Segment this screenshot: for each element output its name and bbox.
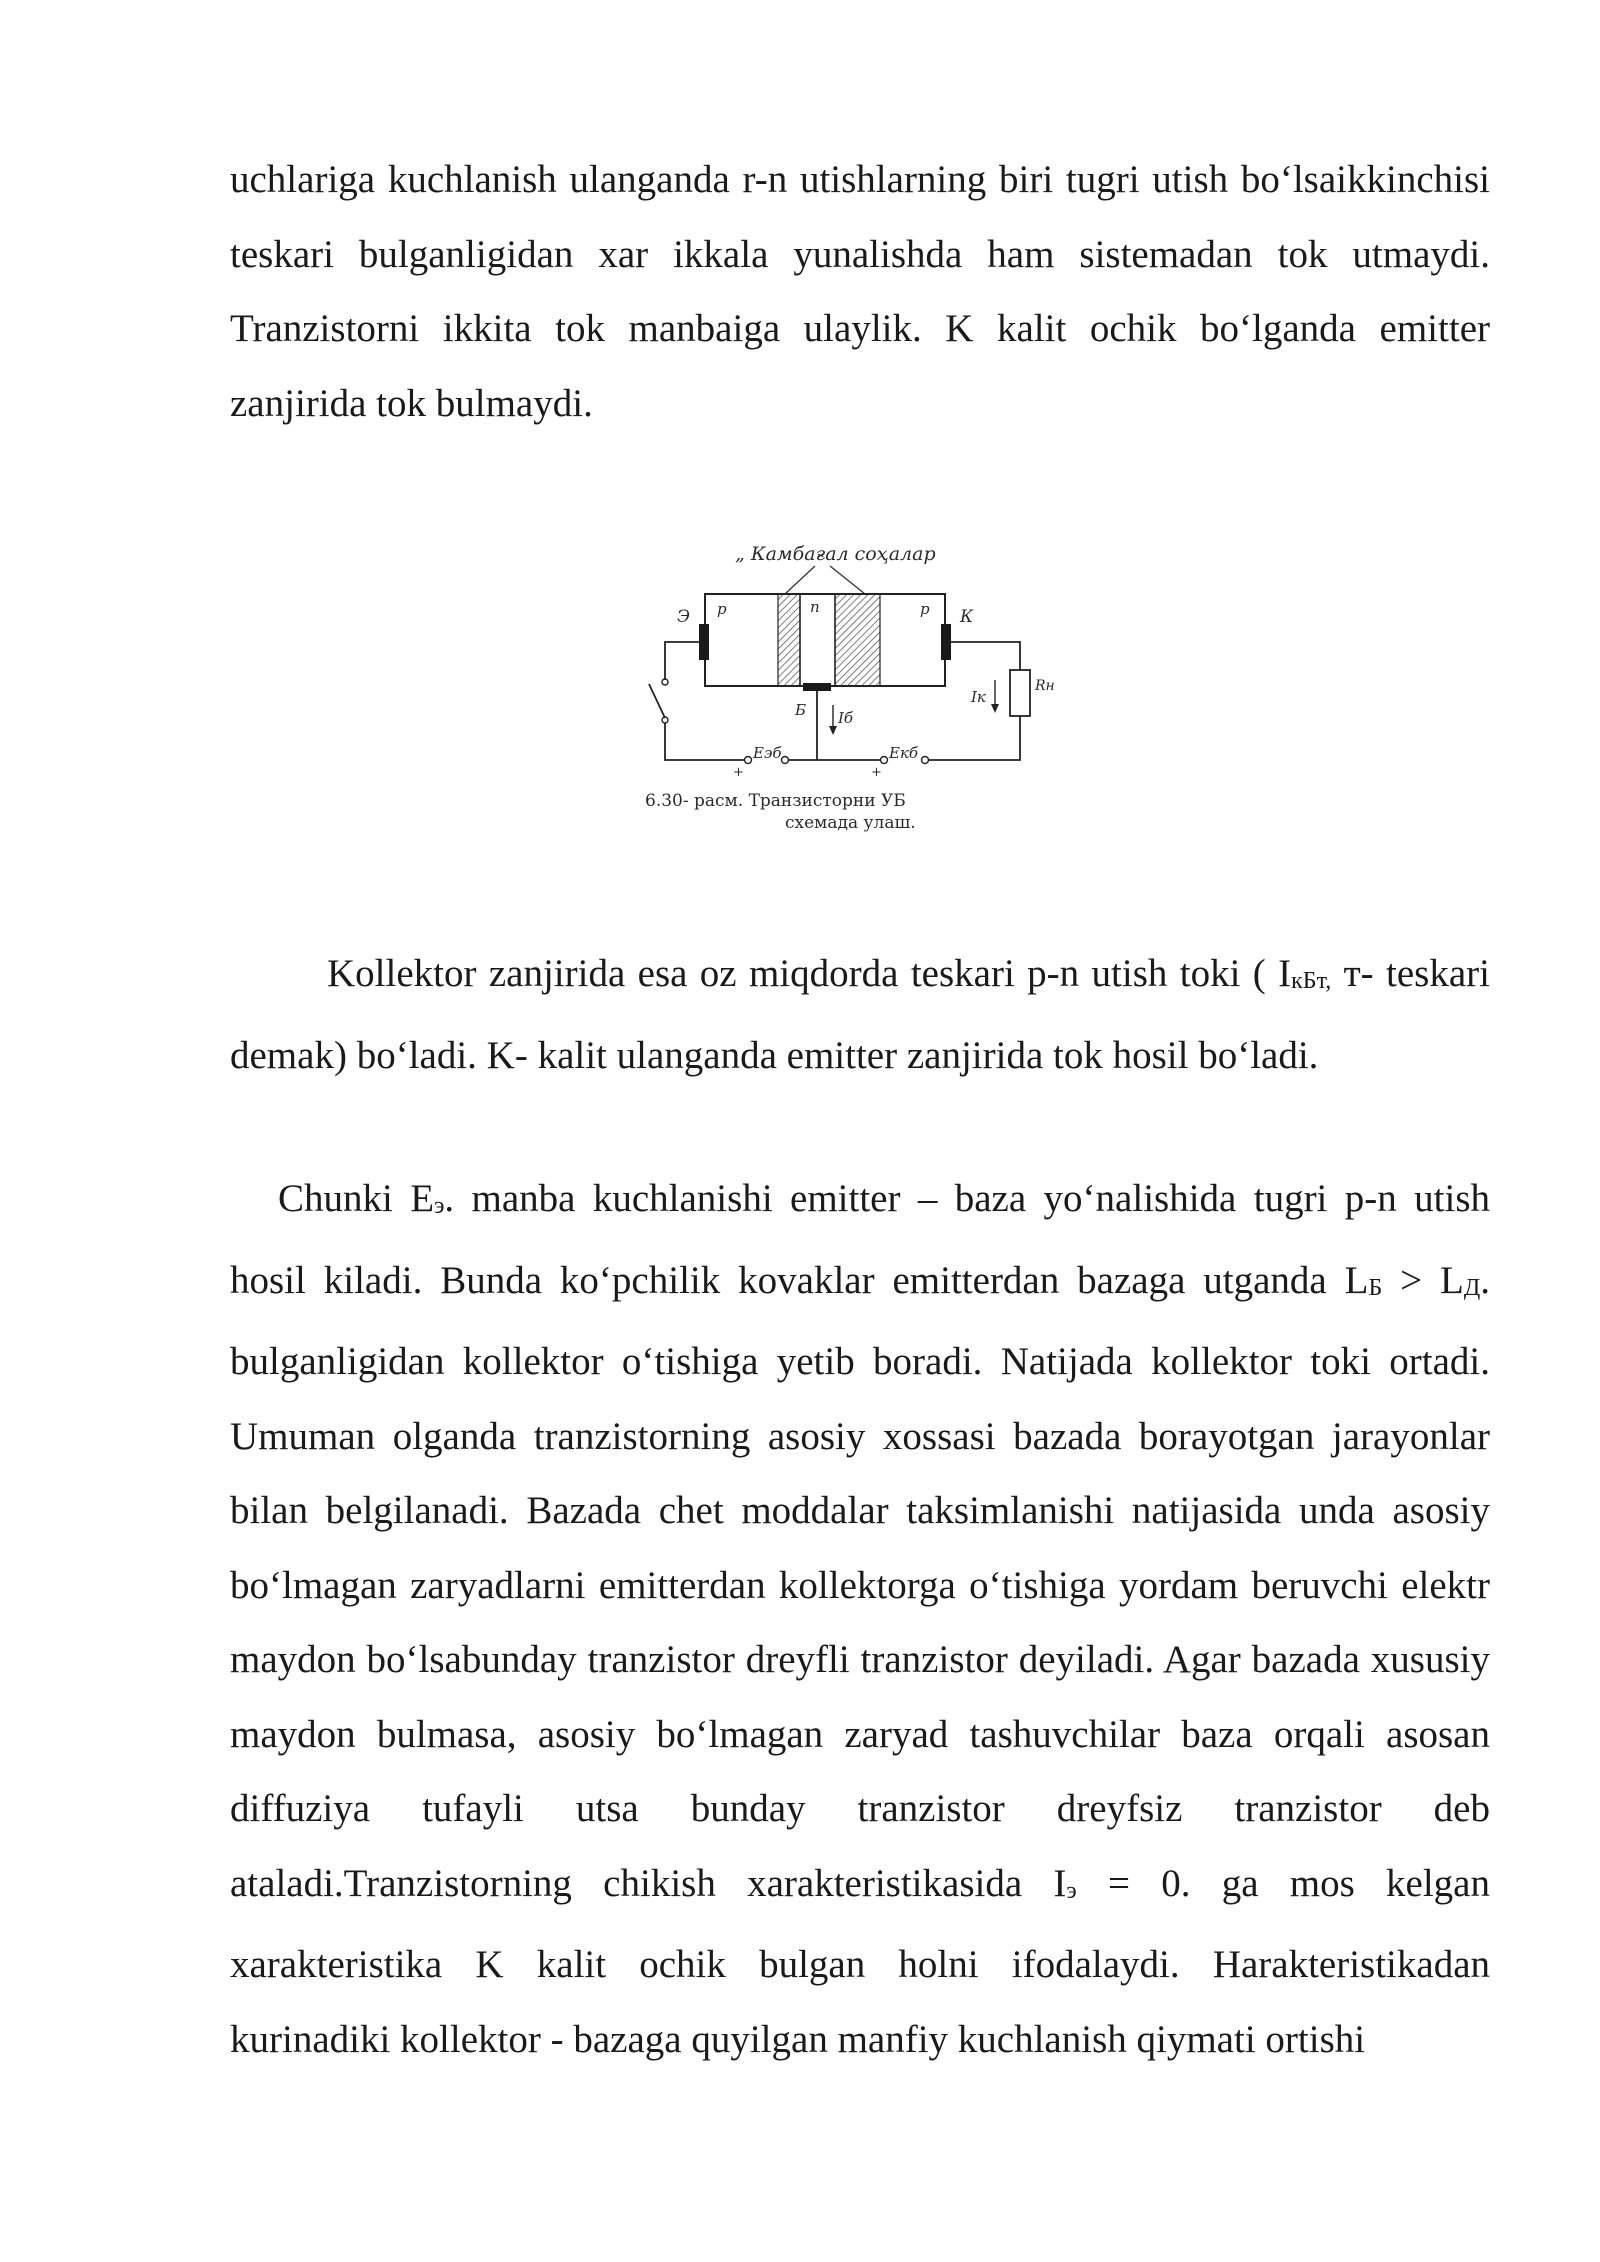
- emitter-wire-top: [665, 642, 699, 680]
- depletion-regions-label: „ Камбағал соҳалар: [735, 543, 936, 565]
- emitter-contact: [699, 624, 709, 660]
- emitter-wire-bottom: [665, 723, 745, 760]
- p2-subscript: кБт,: [1291, 968, 1332, 994]
- base-contact: [803, 683, 831, 691]
- base-letter: Б: [795, 701, 807, 719]
- emitter-depletion-region: [778, 594, 800, 686]
- eeb-terminal-minus: [782, 757, 789, 764]
- ekb-plus-sign: +: [871, 765, 882, 780]
- paragraph-intro-text: uchlariga kuchlanish ulanganda r-n utishlarning biri tugri utish bo‘lsaikkinchisi teskari bulganligidan xar ikkala yunalishda ham sistemadan tok utmaydi. Tranzistorni ikkita tok manbaiga ulaylik. K kalit ochik bo‘lganda emitter zanjirida tok bulmaydi.: [230, 158, 1490, 425]
- emitter-letter: Э: [677, 607, 691, 627]
- leader-line-left: [785, 566, 815, 594]
- paragraph-transistor-properties: [230, 1162, 1490, 2077]
- p2-text-before: Kollektor zanjirida esa oz miqdorda teskari p-n utish toki ( I: [327, 952, 1292, 995]
- paragraph-collector-current: [230, 937, 1490, 1093]
- leader-line-right: [830, 566, 865, 594]
- transistor-circuit-figure: [635, 530, 1075, 840]
- rn-label: Rн: [1035, 678, 1055, 694]
- paragraph-intro: [230, 143, 1490, 441]
- load-resistor: [1010, 670, 1030, 716]
- p3-text-c: > L: [1382, 1258, 1464, 1302]
- p3-text-a: Chunki E: [278, 1177, 435, 1220]
- collector-wire-bottom: [929, 716, 1020, 760]
- ekb-terminal-minus: [922, 757, 929, 764]
- ib-arrow-head: [829, 726, 837, 735]
- p3-subscript-b: Б: [1368, 1274, 1383, 1301]
- collector-depletion-region: [835, 594, 880, 686]
- p3-subscript-e2: э: [1066, 1877, 1077, 1904]
- eeb-plus-sign: +: [733, 765, 744, 780]
- p3-text-e: = 0. ga mos kelgan xarakteristika K kalit ochik bulgan holni ifodalaydi. Harakteristikadan kurinadiki kollektor - bazaga quyilgan manfiy kuchlanish qiymati ortishi: [230, 1861, 1490, 2061]
- eeb-label: Eэб: [753, 744, 782, 762]
- figure-caption-line2: схемада улаш.: [785, 813, 916, 833]
- transistor-body: [705, 594, 945, 686]
- ib-label: Iб: [838, 709, 854, 727]
- switch-k: [649, 684, 665, 718]
- ekb-terminal-plus: [881, 757, 888, 764]
- p2-text-after: т- teskari demak) bo‘ladi. K- kalit ulanganda emitter zanjirida tok hosil bo‘ladi.: [230, 952, 1490, 1077]
- p3-text-d: . bulganligidan kollektor o‘tishiga yetib boradi. Natijada kollektor toki ortadi. Umuman olganda tranzistorning asosiy xossasi bazada borayotgan jarayonlar bilan belgilanadi. Bazada chet moddalar taksimlanishi natijasida unda asosiy bo‘lmagan zaryadlarni emitterdan kollektorga o‘tishiga yordam beruvchi elektr maydon bo‘lsabunday tranzistor dreyfli tranzistor deyiladi. Agar bazada xususiy maydon bulmasa, asosiy bo‘lmagan zaryad tashuvchilar baza orqali asosan diffuziya tufayli utsa bunday tranzistor dreyfsiz tranzistor deb ataladi.Tranzistorning chikish xarakteristikasida I: [230, 1258, 1490, 1905]
- p-region-right-letter: р: [920, 600, 930, 618]
- ekb-label: Eкб: [889, 744, 919, 762]
- p-region-left-letter: р: [717, 600, 727, 618]
- collector-wire-top: [951, 642, 1020, 670]
- p3-subscript-d: Д: [1463, 1274, 1481, 1301]
- figure-caption-line1: 6.30- расм. Транзисторни УБ: [645, 791, 906, 811]
- n-region-letter: п: [810, 598, 820, 616]
- p3-text-b: . manba kuchlanishi emitter – baza yo‘nalishida tugri p-n utish hosil kiladi. Bunda ko‘pchilik kovaklar emitterdan bazaga utganda L: [230, 1177, 1490, 1302]
- eeb-terminal-plus: [745, 757, 752, 764]
- p3-subscript-e: э: [434, 1193, 445, 1219]
- ik-label: Iк: [971, 688, 986, 706]
- ik-arrow-head: [991, 704, 999, 713]
- transistor-diagram: [635, 530, 1075, 840]
- collector-letter: К: [960, 607, 974, 627]
- collector-contact: [941, 624, 951, 660]
